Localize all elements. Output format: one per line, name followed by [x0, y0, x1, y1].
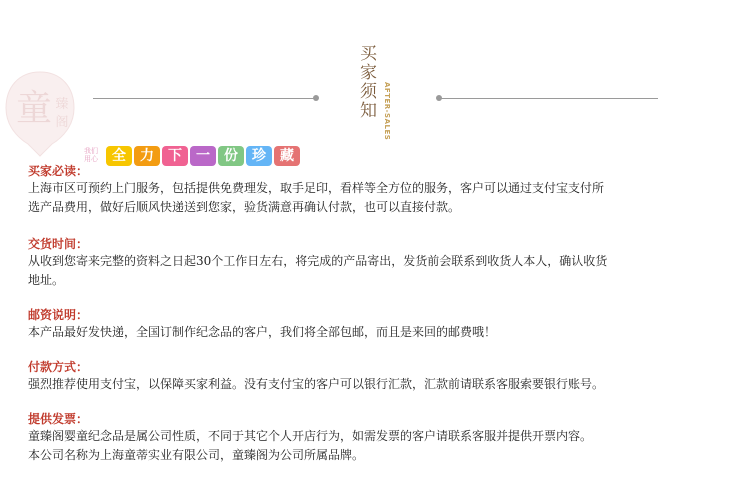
banner-small-line: 我们	[84, 147, 98, 155]
notice-section	[28, 163, 718, 217]
section-line: 选产品费用，做好后顺风快递送到您家，验货满意再确认付款，也可以直接付款。	[28, 200, 461, 214]
section-body	[28, 323, 718, 342]
banner-char: 全	[106, 146, 132, 166]
svg-text:阁: 阁	[55, 115, 69, 130]
section-body	[28, 252, 718, 290]
banner-small-line: 用心	[84, 155, 98, 163]
section-line: 童臻阁婴童纪念品是属公司性质，不同于其它个人开店行为，如需发票的客户请联系客服并提供开票内容。	[28, 429, 593, 443]
section-line: 从收到您寄来完整的资料之日起30个工作日左右，将完成的产品寄出，发货前会联系到收货人本人，确认收货	[28, 254, 608, 268]
banner-char: 份	[218, 146, 244, 166]
section-line: 强烈推荐使用支付宝，以保障买家利益。没有支付宝的客户可以银行汇款，汇款前请联系客服索要银行账号。	[28, 377, 605, 391]
notice-section	[28, 359, 718, 394]
section-line: 地址。	[28, 273, 65, 287]
banner-char: 下	[162, 146, 188, 166]
section-line: 上海市区可预约上门服务，包括提供免费理发，取手足印，看样等全方位的服务，客户可以通过支付宝支付所	[28, 181, 605, 195]
svg-text:臻: 臻	[55, 97, 69, 112]
banner-char: 珍	[246, 146, 272, 166]
section-title: 付款方式：	[28, 360, 89, 374]
section-title: 邮资说明：	[28, 308, 89, 322]
header-divider-dot-left	[313, 95, 319, 101]
notice-section	[28, 411, 718, 465]
header-divider-right	[440, 98, 658, 99]
brand-watermark-logo	[0, 68, 80, 158]
page-subtitle: AFTER-SALES	[383, 82, 391, 141]
banner-char: 藏	[274, 146, 300, 166]
page-title: 买家须知	[356, 44, 376, 120]
notice-content	[28, 163, 718, 465]
section-title: 买家必读：	[28, 164, 89, 178]
section-body	[28, 179, 718, 217]
header-divider-left	[93, 98, 315, 99]
section-line: 本产品最好发快递，全国订制作纪念品的客户，我们将全部包邮，而且是来回的邮费哦！	[28, 325, 497, 339]
page-title-block	[357, 44, 401, 144]
notice-section	[28, 307, 718, 342]
banner-char: 一	[190, 146, 216, 166]
section-title: 交货时间：	[28, 237, 89, 251]
section-body	[28, 375, 718, 394]
banner-small-text	[84, 147, 106, 163]
notice-section	[28, 236, 718, 290]
section-title: 提供发票：	[28, 412, 89, 426]
banner-char: 力	[134, 146, 160, 166]
svg-text:童: 童	[15, 88, 53, 129]
section-body	[28, 427, 718, 465]
section-line: 本公司名称为上海童蒂实业有限公司，童臻阁为公司所属品牌。	[28, 448, 365, 462]
